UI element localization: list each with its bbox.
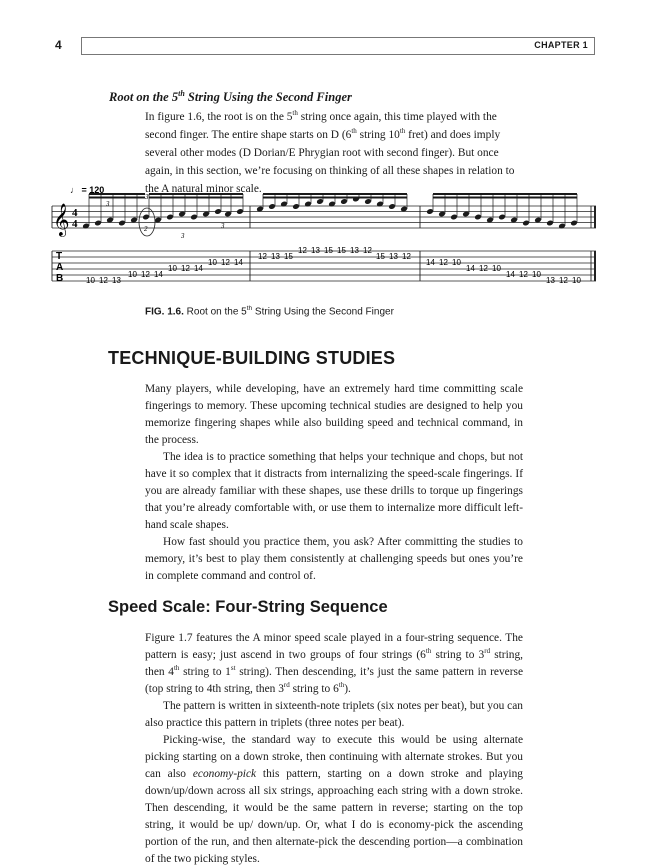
tab-number: 12 [402, 252, 411, 261]
tab-number: 15 [284, 252, 293, 261]
tab-numbers [86, 246, 581, 285]
paragraph: Figure 1.7 features the A minor speed scale played in a four-string sequence. The pattern is easy; just ascend in two groups of four strings (6th string to 3rd string, then 4th string to 1st string). Then descending, it’s just the same pattern in reverse (top string to 4th string, then 3rd string to 6th). [145, 632, 524, 695]
tab-number: 10 [572, 276, 581, 285]
tab-number: 13 [271, 252, 280, 261]
time-signature-top: 4 [72, 207, 78, 219]
speed-scale-title: Speed Scale: Four-String Sequence [108, 598, 388, 616]
section-title: TECHNIQUE-BUILDING STUDIES [108, 348, 396, 368]
tab-number: 10 [86, 276, 95, 285]
tab-number: 14 [234, 258, 243, 267]
tab-number: 10 [452, 258, 461, 267]
tab-number: 12 [141, 270, 150, 279]
tab-number: 13 [311, 246, 320, 255]
tab-number: 10 [168, 264, 177, 273]
tab-number: 10 [208, 258, 217, 267]
tab-number: 15 [337, 246, 346, 255]
tab-number: 12 [519, 270, 528, 279]
tab-number: 14 [466, 264, 475, 273]
paragraph: Picking-wise, the standard way to execute this would be using alternate picking starting on a down stroke, then continuing with alternate strokes. But you can also economy-pick this pattern, starting on a down stroke and playing down/up/down across all six strings, approaching each string with a down stroke. Then descending, it would be the same pattern in reverse; starting on the top string, it would be up/ down/up. Or, what I do is economy-pick the ascending portion of the run, and then alternate-pick the descending portion—a combination of the two picking styles. [145, 734, 523, 865]
subsection-title: Root on the 5th String Using the Second Finger [109, 89, 352, 105]
tab-number: 12 [439, 258, 448, 267]
treble-clef-icon: 𝄞 [53, 203, 70, 236]
tempo-marking: ♩ = 120 [70, 185, 105, 195]
page-header [55, 37, 595, 55]
tab-number: 10 [532, 270, 541, 279]
triplet-label: 3 [221, 222, 225, 230]
paragraph: How fast should you practice them, you ask? After committing the studies to memory, it’s best to play them consistently at challenging speeds but ones you’re in complete command and control of. [145, 536, 523, 582]
tab-number: 15 [324, 246, 333, 255]
tab-number: 14 [506, 270, 515, 279]
tab-letter-t: T [56, 251, 63, 262]
paragraph: The idea is to practice something that helps your technique and chops, but not have it so complex that it distracts from internalizing the speed-scale fingerings. If you are already familiar with these shapes, use these drills to torque up fingerings that you’re already comfortable with, or use them to internalize more difficult left-hand scale shapes. [145, 451, 523, 531]
figure-caption: FIG. 1.6. Root on the 5th String Using the Second Finger [145, 305, 394, 318]
tab-number: 13 [350, 246, 359, 255]
triplet-label: 3 [181, 232, 185, 240]
tab-number: 10 [128, 270, 137, 279]
triplet-label: 3 [106, 200, 110, 208]
tab-number: 12 [99, 276, 108, 285]
triplet-label: 3 [145, 193, 149, 201]
paragraph: The pattern is written in sixteenth-note triplets (six notes per beat), but you can also practice this pattern in triplets (three notes per beat). [145, 700, 523, 729]
tab-number: 15 [376, 252, 385, 261]
tab-number: 13 [112, 276, 121, 285]
tab-number: 14 [154, 270, 163, 279]
chapter-banner [81, 37, 595, 55]
tab-number: 12 [479, 264, 488, 273]
tab-number: 12 [181, 264, 190, 273]
time-signature-bottom: 4 [72, 218, 78, 230]
tab-number: 12 [559, 276, 568, 285]
tab-number: 13 [546, 276, 555, 285]
chapter-label: CHAPTER 1 [534, 40, 588, 50]
tab-letter-a: A [56, 262, 64, 273]
staff-lines [52, 206, 596, 228]
tab-number: 14 [194, 264, 203, 273]
tab-number: 14 [426, 258, 435, 267]
speed-scale-body [145, 630, 523, 868]
tab-number: 12 [221, 258, 230, 267]
finger-number: 2 [144, 225, 148, 233]
tab-number: 12 [258, 252, 267, 261]
page-number: 4 [55, 38, 62, 52]
technique-studies-body [145, 381, 523, 585]
tab-letter-b: B [56, 273, 64, 284]
tab-number: 12 [298, 246, 307, 255]
tab-number: 12 [363, 246, 372, 255]
music-notation-figure [50, 182, 598, 290]
tab-number: 13 [389, 252, 398, 261]
intro-paragraph: In figure 1.6, the root is on the 5th string once again, this time played with the second finger. The entire shape starts on D (6th string 10th fret) and does imply several other modes (D Dorian/E Phrygian root with second finger). But once again, in this section, we’re focusing on thinking of all these shapes in relation to the A natural minor scale. [145, 109, 515, 195]
paragraph: Many players, while developing, have an extremely hard time committing scale fingerings to memory. These upcoming technical studies are designed to help you memorize fingering shapes while also building speed and technical command, in the process. [145, 383, 523, 446]
tab-number: 10 [492, 264, 501, 273]
